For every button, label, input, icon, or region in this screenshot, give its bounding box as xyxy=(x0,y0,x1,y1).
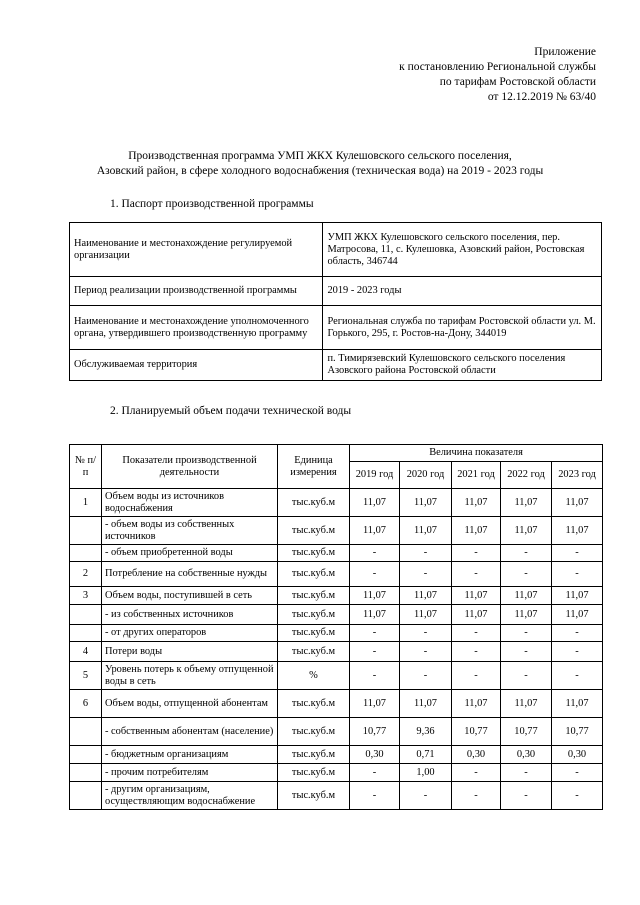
section-heading-volumes: 2. Планируемый объем подачи технической воды xyxy=(110,405,352,417)
row-value: - xyxy=(501,545,552,562)
table-row xyxy=(70,782,603,810)
row-indicator: Объем воды из источников водоснабжения xyxy=(102,489,278,517)
row-value: - xyxy=(350,625,400,642)
row-value: 11,07 xyxy=(400,489,452,517)
passport-key: Обслуживаемая территория xyxy=(70,350,323,381)
appendix-line: по тарифам Ростовской области xyxy=(439,76,596,88)
row-value: - xyxy=(350,764,400,782)
title-line: Азовский район, в сфере холодного водоснабжения (техническая вода) на 2019 - 2023 годы xyxy=(96,165,544,177)
row-value: 11,07 xyxy=(501,517,552,545)
row-num xyxy=(70,517,102,545)
row-value: - xyxy=(452,642,501,662)
row-value: 10,77 xyxy=(501,718,552,746)
document-title xyxy=(40,149,600,179)
row-indicator: - прочим потребителям xyxy=(102,764,278,782)
row-value: 11,07 xyxy=(452,587,501,605)
row-value: - xyxy=(452,562,501,587)
table-row xyxy=(70,517,603,545)
appendix-line: Приложение xyxy=(534,46,596,58)
row-value: - xyxy=(350,642,400,662)
passport-row xyxy=(70,223,602,277)
row-value: 11,07 xyxy=(400,517,452,545)
header-year: 2020 год xyxy=(400,462,452,489)
row-value: 10,77 xyxy=(452,718,501,746)
row-indicator: - из собственных источников xyxy=(102,605,278,625)
row-value: 11,07 xyxy=(350,587,400,605)
row-value: 11,07 xyxy=(501,690,552,718)
row-value: 11,07 xyxy=(452,489,501,517)
table-row xyxy=(70,642,603,662)
row-num: 6 xyxy=(70,690,102,718)
header-year: 2021 год xyxy=(452,462,501,489)
row-unit: тыс.куб.м xyxy=(278,690,350,718)
row-unit: тыс.куб.м xyxy=(278,642,350,662)
row-value: - xyxy=(552,662,603,690)
row-value: 11,07 xyxy=(501,605,552,625)
row-value: 11,07 xyxy=(552,517,603,545)
header-year: 2022 год xyxy=(501,462,552,489)
table-row xyxy=(70,764,603,782)
header-unit: Единица измерения xyxy=(278,445,350,489)
table-row xyxy=(70,605,603,625)
row-num xyxy=(70,718,102,746)
row-value: 11,07 xyxy=(400,587,452,605)
row-value: - xyxy=(552,545,603,562)
row-value: 11,07 xyxy=(452,690,501,718)
row-value: 11,07 xyxy=(501,587,552,605)
passport-key: Период реализации производственной программы xyxy=(70,277,323,306)
row-unit: тыс.куб.м xyxy=(278,587,350,605)
passport-value: 2019 - 2023 годы xyxy=(323,277,602,306)
row-value: - xyxy=(452,545,501,562)
table-row xyxy=(70,562,603,587)
row-unit: тыс.куб.м xyxy=(278,489,350,517)
row-value: - xyxy=(501,662,552,690)
row-value: - xyxy=(400,782,452,810)
row-indicator: - объем воды из собственных источников xyxy=(102,517,278,545)
section-heading-passport: 1. Паспорт производственной программы xyxy=(110,198,314,210)
row-value: - xyxy=(452,782,501,810)
row-value: 11,07 xyxy=(400,605,452,625)
table-row xyxy=(70,489,603,517)
row-unit: тыс.куб.м xyxy=(278,718,350,746)
header-value-group: Величина показателя xyxy=(350,445,603,462)
appendix-block xyxy=(399,45,596,105)
row-indicator: Объем воды, поступившей в сеть xyxy=(102,587,278,605)
appendix-line: к постановлению Региональной службы xyxy=(399,61,596,73)
row-num: 1 xyxy=(70,489,102,517)
table-row xyxy=(70,662,603,690)
row-value: - xyxy=(501,764,552,782)
row-value: - xyxy=(501,625,552,642)
row-num xyxy=(70,625,102,642)
row-indicator: Объем воды, отпущенной абонентам xyxy=(102,690,278,718)
header-num: № п/п xyxy=(70,445,102,489)
row-value: - xyxy=(350,562,400,587)
row-value: - xyxy=(452,662,501,690)
row-value: 10,77 xyxy=(552,718,603,746)
row-value: - xyxy=(552,562,603,587)
passport-value: Региональная служба по тарифам Ростовской области ул. М. Горького, 295, г. Ростов-на-Дону, 344019 xyxy=(323,306,602,350)
row-num xyxy=(70,782,102,810)
row-value: 0,30 xyxy=(501,746,552,764)
row-num: 4 xyxy=(70,642,102,662)
row-value: - xyxy=(501,562,552,587)
header-indicator: Показатели производственной деятельности xyxy=(102,445,278,489)
row-num: 3 xyxy=(70,587,102,605)
row-value: - xyxy=(350,782,400,810)
row-value: 0,30 xyxy=(350,746,400,764)
row-value: 11,07 xyxy=(350,517,400,545)
passport-key: Наименование и местонахождение уполномоченного органа, утвердившего производственную программу xyxy=(70,306,323,350)
row-indicator: - объем приобретенной воды xyxy=(102,545,278,562)
row-indicator: - другим организациям, осуществляющим водоснабжение xyxy=(102,782,278,810)
appendix-line: от 12.12.2019 № 63/40 xyxy=(487,91,596,103)
row-indicator: Потери воды xyxy=(102,642,278,662)
row-value: - xyxy=(400,642,452,662)
row-value: - xyxy=(400,625,452,642)
row-indicator: - собственным абонентам (население) xyxy=(102,718,278,746)
row-value: 11,07 xyxy=(552,605,603,625)
table-row xyxy=(70,718,603,746)
row-unit: тыс.куб.м xyxy=(278,605,350,625)
table-row xyxy=(70,587,603,605)
row-unit: тыс.куб.м xyxy=(278,625,350,642)
row-value: - xyxy=(400,545,452,562)
row-unit: тыс.куб.м xyxy=(278,545,350,562)
row-value: - xyxy=(501,642,552,662)
row-value: 11,07 xyxy=(400,690,452,718)
row-value: 11,07 xyxy=(501,489,552,517)
row-value: 11,07 xyxy=(350,605,400,625)
row-indicator: Потребление на собственные нужды xyxy=(102,562,278,587)
passport-value: УМП ЖКХ Кулешовского сельского поселения, пер. Матросова, 11, с. Кулешовка, Азовский район, Ростовская область, 346744 xyxy=(323,223,602,277)
table-row xyxy=(70,625,603,642)
row-value: - xyxy=(552,642,603,662)
table-row xyxy=(70,545,603,562)
row-value: 0,71 xyxy=(400,746,452,764)
row-value: - xyxy=(452,764,501,782)
row-value: - xyxy=(552,625,603,642)
row-num xyxy=(70,764,102,782)
row-value: - xyxy=(552,764,603,782)
row-value: - xyxy=(552,782,603,810)
row-indicator: - бюджетным организациям xyxy=(102,746,278,764)
row-value: 11,07 xyxy=(350,690,400,718)
passport-row xyxy=(70,350,602,381)
row-num xyxy=(70,545,102,562)
row-value: 0,30 xyxy=(552,746,603,764)
row-value: - xyxy=(501,782,552,810)
row-value: 11,07 xyxy=(350,489,400,517)
header-year: 2019 год xyxy=(350,462,400,489)
row-value: 10,77 xyxy=(350,718,400,746)
row-value: 9,36 xyxy=(400,718,452,746)
row-unit: тыс.куб.м xyxy=(278,746,350,764)
row-unit: тыс.куб.м xyxy=(278,782,350,810)
row-value: 11,07 xyxy=(452,517,501,545)
row-value: 11,07 xyxy=(452,605,501,625)
row-value: - xyxy=(400,662,452,690)
row-num: 2 xyxy=(70,562,102,587)
passport-table xyxy=(69,222,602,381)
row-indicator: - от других операторов xyxy=(102,625,278,642)
row-value: 11,07 xyxy=(552,690,603,718)
row-value: - xyxy=(350,545,400,562)
passport-row xyxy=(70,306,602,350)
title-line: Производственная программа УМП ЖКХ Кулешовского сельского поселения, xyxy=(128,150,512,162)
row-num: 5 xyxy=(70,662,102,690)
volumes-table xyxy=(69,444,603,810)
row-value: 11,07 xyxy=(552,489,603,517)
row-value: - xyxy=(400,562,452,587)
row-value: 1,00 xyxy=(400,764,452,782)
row-num xyxy=(70,746,102,764)
passport-key: Наименование и местонахождение регулируемой организации xyxy=(70,223,323,277)
header-year: 2023 год xyxy=(552,462,603,489)
row-unit: тыс.куб.м xyxy=(278,764,350,782)
row-num xyxy=(70,605,102,625)
row-indicator: Уровень потерь к объему отпущенной воды в сеть xyxy=(102,662,278,690)
passport-value: п. Тимирязевский Кулешовского сельского поселения Азовского района Ростовской области xyxy=(323,350,602,381)
row-unit: тыс.куб.м xyxy=(278,517,350,545)
row-value: - xyxy=(452,625,501,642)
row-value: 11,07 xyxy=(552,587,603,605)
table-row xyxy=(70,746,603,764)
row-unit: % xyxy=(278,662,350,690)
row-value: 0,30 xyxy=(452,746,501,764)
passport-row xyxy=(70,277,602,306)
row-unit: тыс.куб.м xyxy=(278,562,350,587)
table-row xyxy=(70,690,603,718)
row-value: - xyxy=(350,662,400,690)
